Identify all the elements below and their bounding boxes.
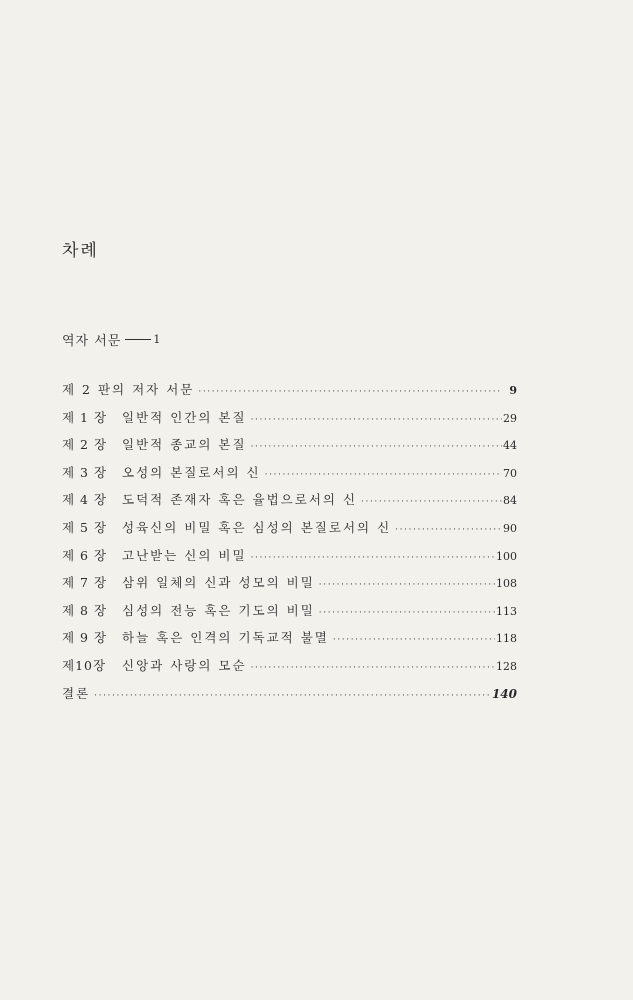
toc-entry-page: 70 — [503, 466, 517, 480]
toc-entry-title: 일반적 종교의 본질 — [122, 437, 247, 453]
dot-leader — [94, 691, 491, 701]
toc-entry-page: 140 — [491, 686, 517, 701]
table-of-contents — [62, 380, 517, 711]
toc-chapter-number: 제 9 장 — [62, 630, 108, 646]
toc-entry-title: 삼위 일체의 신과 성모의 비밀 — [122, 575, 315, 591]
toc-entry-page: 118 — [496, 632, 517, 646]
toc-entry-page: 44 — [503, 439, 517, 453]
dot-leader — [251, 553, 495, 563]
toc-entry-chapter-6[interactable] — [62, 546, 517, 574]
toc-entry-page: 108 — [496, 577, 517, 591]
toc-entry-chapter-8[interactable] — [62, 601, 517, 629]
toc-entry-title: 신앙과 사랑의 모순 — [122, 657, 247, 673]
dot-leader — [251, 415, 502, 425]
toc-entry-chapter-4[interactable] — [62, 490, 517, 518]
toc-entry-conclusion[interactable] — [62, 684, 517, 712]
toc-entry-chapter-2[interactable] — [62, 435, 517, 463]
toc-chapter-number: 제 4 장 — [62, 492, 108, 508]
toc-entry-title: 성육신의 비밀 혹은 심성의 본질로서의 신 — [122, 519, 392, 535]
toc-entry-chapter-7[interactable] — [62, 573, 517, 601]
toc-entry-page: 90 — [503, 521, 517, 535]
toc-entry-title: 심성의 전능 혹은 기도의 비밀 — [122, 602, 315, 618]
dot-leader — [251, 663, 495, 673]
toc-entry-title: 일반적 인간의 본질 — [122, 409, 247, 425]
toc-chapter-number: 제 8 장 — [62, 602, 108, 618]
toc-entry-page: 84 — [503, 494, 517, 508]
dot-leader — [361, 497, 502, 507]
dot-leader — [319, 580, 495, 590]
toc-entry-title: 결론 — [62, 685, 91, 701]
toc-chapter-number: 제10장 — [62, 657, 107, 673]
toc-entry-title: 고난받는 신의 비밀 — [122, 547, 247, 563]
preface-label: 역자 서문 — [62, 334, 122, 349]
page-title: 차례 — [62, 241, 99, 261]
toc-chapter-number: 제 5 장 — [62, 519, 108, 535]
toc-entry-title: 오성의 본질로서의 신 — [122, 464, 261, 480]
toc-entry-page: 100 — [496, 549, 517, 563]
toc-entry-chapter-9[interactable] — [62, 628, 517, 656]
preface-page-number: 1 — [153, 333, 162, 346]
dash-divider — [125, 339, 151, 340]
toc-entry-title: 하늘 혹은 인격의 기독교적 불멸 — [122, 630, 329, 646]
toc-entry-page: 113 — [496, 604, 517, 618]
toc-entry-chapter-1[interactable] — [62, 408, 517, 436]
toc-entry-chapter-3[interactable] — [62, 463, 517, 491]
dot-leader — [251, 442, 502, 452]
toc-entry-chapter-5[interactable] — [62, 518, 517, 546]
toc-chapter-number: 제 7 장 — [62, 575, 108, 591]
toc-entry-author-preface[interactable] — [62, 380, 517, 408]
dot-leader — [319, 608, 495, 618]
toc-entry-chapter-10[interactable] — [62, 656, 517, 684]
dot-leader — [198, 387, 502, 397]
toc-entry-title: 도덕적 존재자 혹은 율법으로서의 신 — [122, 492, 358, 508]
toc-entry-page: 128 — [496, 659, 517, 673]
dot-leader — [265, 470, 502, 480]
dot-leader — [395, 525, 502, 535]
toc-entry-page: 29 — [503, 411, 517, 425]
toc-chapter-number: 제 6 장 — [62, 547, 108, 563]
dot-leader — [333, 635, 495, 645]
toc-entry-page: 9 — [509, 384, 517, 397]
toc-entry-title: 제 2 판의 저자 서문 — [62, 382, 195, 397]
translator-preface-entry[interactable] — [62, 330, 161, 349]
toc-chapter-number: 제 3 장 — [62, 464, 108, 480]
toc-chapter-number: 제 1 장 — [62, 409, 108, 425]
toc-chapter-number: 제 2 장 — [62, 437, 108, 453]
